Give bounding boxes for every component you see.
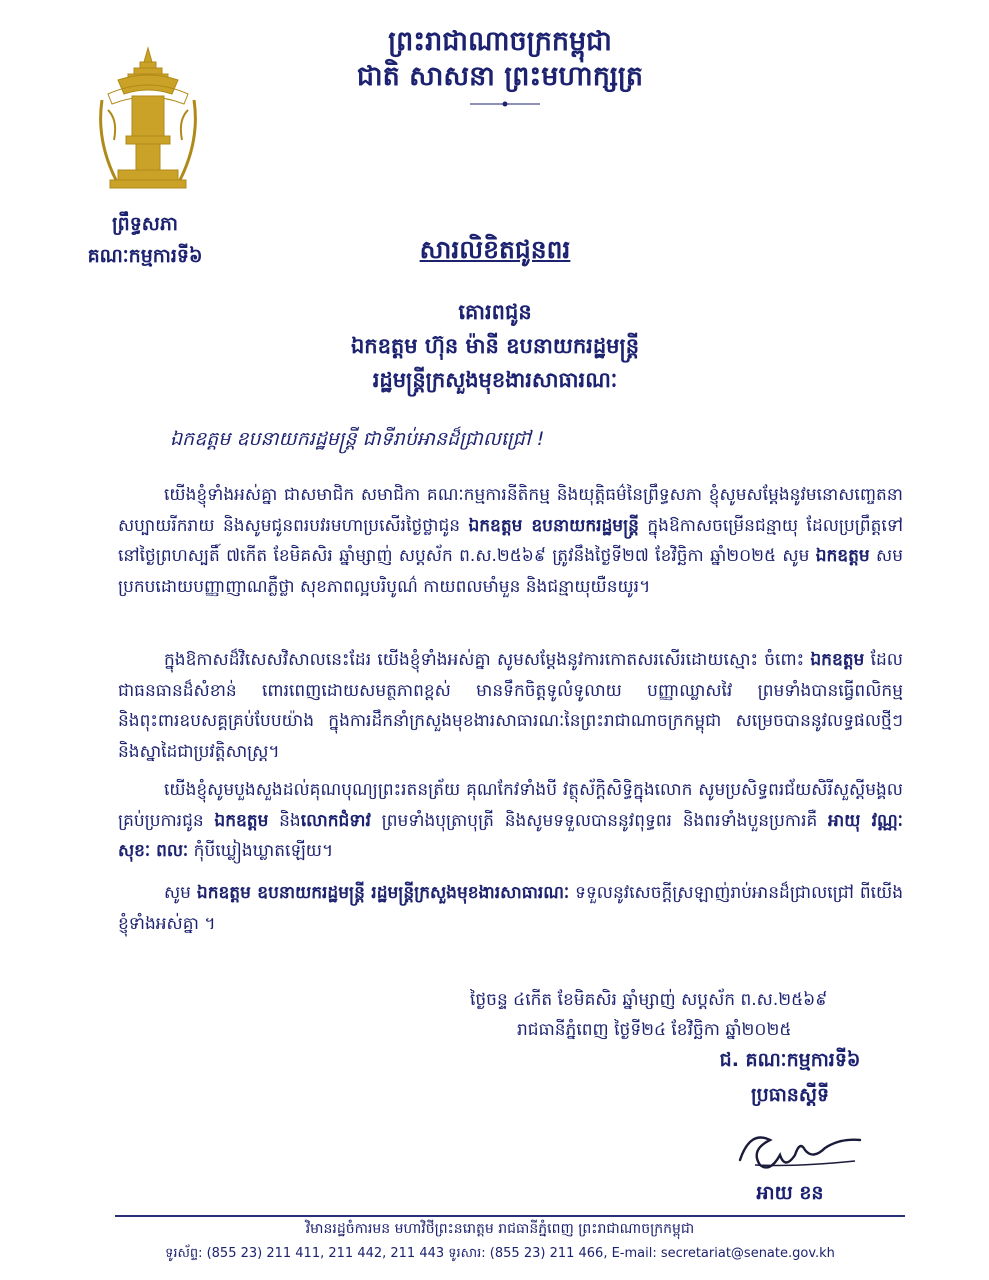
p3-text-c: និង — [268, 810, 301, 831]
kingdom-heading: ព្រះរាជាណាចក្រកម្ពុជា — [388, 26, 612, 57]
signer-on-behalf: ជ. គណៈកម្មការទី៦ — [719, 1049, 861, 1071]
document-title: សារលិខិតជូនពរ — [419, 235, 571, 264]
p1-bold-b: ឯកឧត្តម ឧបនាយករដ្ឋមន្ត្រី — [468, 515, 639, 536]
p3-text-g: កុំបីឃ្លៀងឃ្លាតឡើយ។ — [188, 841, 334, 861]
p4-text-a: សូម — [164, 883, 197, 903]
p2-text-a: ក្នុងឱកាសដ៏វិសេសវិសាលនេះដែរ យើងខ្ញុំទាំងអស់គ្នា សូមសម្តែងនូវការកោតសរសើរដោយស្មោះ ចំពោះ — [164, 650, 811, 670]
senate-emblem-icon — [88, 40, 208, 200]
signer-name: អាយ ខន — [756, 1182, 824, 1204]
paragraph-4 — [118, 878, 903, 939]
footer-rule — [115, 1215, 905, 1217]
p1-text-e: សមប្រកបដោយបញ្ញាញាណភ្លឺថ្លា សុខភាពល្អបរិបូណ៌ កាយពលមាំមួន និងជន្មាយុយឺនយូរ។ — [118, 546, 903, 597]
p3-bold-d: លោកជំទាវ — [300, 810, 371, 831]
p1-bold-d: ឯកឧត្តម — [815, 546, 870, 566]
recipient-line-1: គោរពជូន — [458, 300, 532, 324]
p2-text-c: ដែលជាធនធានដ៏សំខាន់ ពោរពេញដោយសមត្ថភាពខ្ពស់ មានទឹកចិត្តទូលំទូលាយ បញ្ញាឈ្លាសវៃ ព្រមទាំងបានធ្វើពលិកម្ម និងពុះពារឧបសគ្គគ្រប់បែបយ៉ាង ក្នុងការដឹកនាំក្រសួងមុខងារសាធារណៈនៃព្រះរាជាណាចក្រកម្ពុជា សម្រេចបាននូវលទ្ធផលថ្មីៗ និងស្នាដៃជាប្រវត្តិសាស្ត្រ។ — [118, 650, 903, 762]
paragraph-1 — [118, 480, 903, 602]
p4-text-c: ទទួលនូវសេចក្តីស្រឡាញ់រាប់អានដ៏ជ្រាលជ្រៅ ពីយើងខ្ញុំទាំងអស់គ្នា ។ — [118, 883, 903, 934]
divider-ornament — [470, 100, 540, 108]
signer-title: ប្រធានស្តីទី — [750, 1084, 830, 1106]
p1-text-c: ក្នុងឱកាសចម្រើនជន្មាយុ ដែលប្រព្រឹត្តទៅនៅថ្ងៃព្រហស្បតិ៍ ៧កើត ខែមិគសិរ ឆ្នាំម្សាញ់ សប្តស័ក ព.ស.២៥៦៩ ត្រូវនឹងថ្ងៃទី២៧ ខែវិច្ឆិកា ឆ្នាំ២០២៥ សូម — [118, 515, 904, 566]
signature-image — [730, 1120, 870, 1180]
p2-bold-b: ឯកឧត្តម — [810, 650, 865, 670]
salutation: ឯកឧត្តម ឧបនាយករដ្ឋមន្ត្រី ជាទីរាប់អានដ៏ជ្រាលជ្រៅ ! — [170, 428, 545, 450]
date-place: រាជធានីភ្នំពេញ ថ្ងៃទី២៤ ខែវិច្ឆិកា ឆ្នាំ២០២៥ — [517, 1020, 792, 1040]
p3-text-a: យើងខ្ញុំសូមបួងសួងដល់គុណបុណ្យព្រះរតនត្រ័យ គុណកែវទាំងបី វត្ថុស័ក្តិសិទ្ធិក្នុងលោក សូមប្រសិទ្ធពរជ័យសិរីសួស្តីមង្គលគ្រប់ប្រការជូន — [118, 780, 903, 831]
p3-bold-f: អាយុ វណ្ណៈ សុខៈ ពលៈ — [118, 810, 903, 861]
p3-bold-b: ឯកឧត្តម — [214, 810, 269, 831]
recipient-line-3: រដ្ឋមន្ត្រីក្រសួងមុខងារសាធារណៈ — [372, 368, 618, 392]
p1-text-a: យើងខ្ញុំទាំងអស់គ្នា ជាសមាជិក សមាជិកា គណៈកម្មការនីតិកម្ម និងយុត្តិធម៌នៃព្រឹទ្ធសភា ខ្ញុំសូមសម្តែងនូវមនោសញ្ចេតនា សប្បាយរីករាយ និងសូមជូនពរបវរមហាប្រសើរថ្ងៃថ្លាជូន — [118, 485, 903, 536]
commission-name: គណៈកម្មការទី៦ — [87, 245, 203, 267]
recipient-line-2: ឯកឧត្តម ហ៊ុន ម៉ានី ឧបនាយករដ្ឋមន្ត្រី — [350, 334, 640, 358]
footer-address: វិមានរដ្ឋចំការមន មហាវិថីព្រះនរោត្តម រាជធានីភ្នំពេញ ព្រះរាជាណាចក្រកម្ពុជា — [305, 1221, 695, 1237]
date-lunar: ថ្ងៃចន្ទ ៤កើត ខែមិគសិរ ឆ្នាំម្សាញ់ សប្តស័ក ព.ស.២៥៦៩ — [470, 990, 828, 1010]
national-motto: ជាតិ សាសនា ព្រះមហាក្សត្រ — [356, 61, 644, 92]
paragraph-3 — [118, 775, 903, 867]
p3-text-e: ព្រមទាំងបុត្រាបុត្រី និងសូមទទួលបាននូវពុទ្ធពរ និងពរទាំងបួនប្រការគឺ — [370, 810, 829, 831]
p4-bold-b: ឯកឧត្តម ឧបនាយករដ្ឋមន្ត្រី រដ្ឋមន្ត្រីក្រសួងមុខងារសាធារណៈ — [196, 883, 570, 903]
footer-contact: ទូរស័ព្ទ: (855 23) 211 411, 211 442, 211 443 ទូរសារ: (855 23) 211 466, E-mail: secretariat@senate.gov.kh — [165, 1246, 835, 1261]
paragraph-2 — [118, 645, 903, 767]
institution-name: ព្រឹទ្ធសភា — [112, 213, 178, 235]
